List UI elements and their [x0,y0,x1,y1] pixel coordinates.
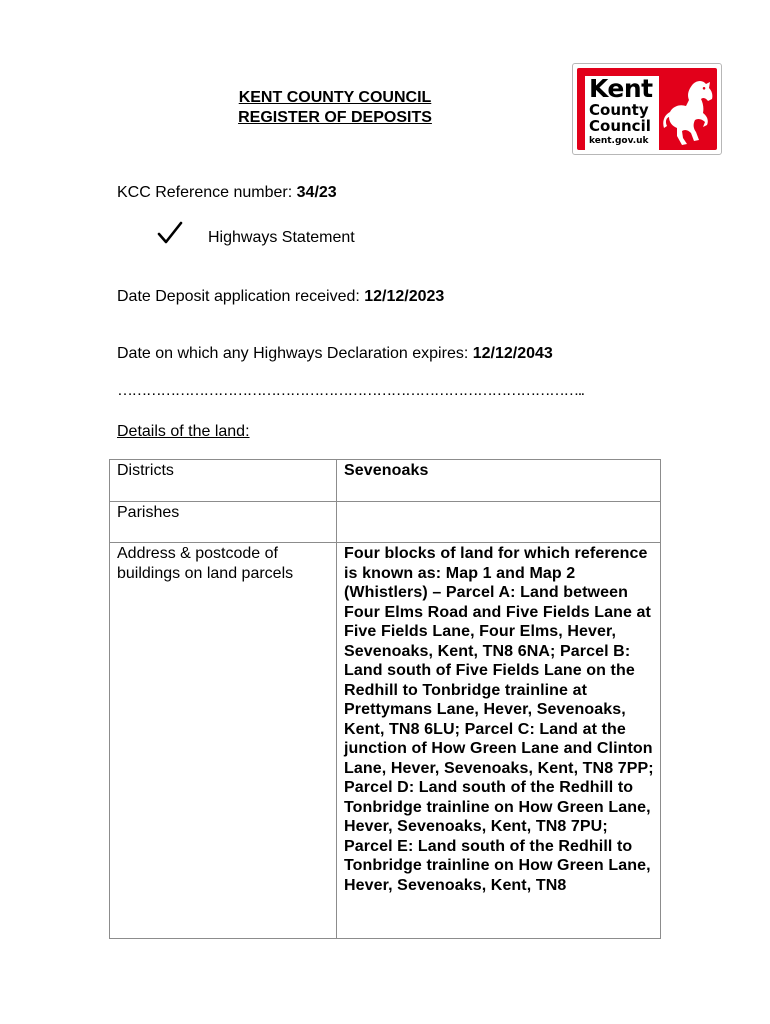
logo-word-county: County [589,101,649,119]
reference-value: 34/23 [296,184,337,201]
table-row [110,543,661,939]
page-title [200,88,470,128]
kent-county-council-logo [572,63,722,155]
logo-text-panel [585,76,659,150]
land-details-table [109,459,661,939]
reference-label: KCC Reference number: [117,184,297,201]
title-line-1: KENT COUNTY COUNCIL [238,89,432,106]
logo-url: kent.gov.uk [589,136,649,146]
districts-label: Districts [110,460,337,502]
logo-word-kent: Kent [589,74,653,103]
address-label: Address & postcode of buildings on land parcels [110,543,337,939]
declaration-expiry-line [117,344,553,364]
white-horse-icon [663,78,715,148]
kcc-reference-line [117,183,337,203]
title-line-2: REGISTER OF DEPOSITS [238,109,432,126]
parishes-label: Parishes [110,502,337,543]
parishes-value [337,502,661,543]
date-received-label: Date Deposit application received: [117,288,365,305]
logo-word-council: Council [589,117,651,135]
expiry-value: 12/12/2043 [472,345,553,362]
address-value: Four blocks of land for which reference is known as: Map 1 and Map 2 (Whistlers) – Parcel A: Land between Four Elms Road and Five Fields Lane at Five Fields Lane, Four Elms, Hever, Sevenoaks, Kent, TN8 6NA; Parcel B: Land south of Five Fields Lane on the Redhill to Tonbridge trainline at Prettymans Lane, Hever, Sevenoaks, Kent, TN8 6LU; Parcel C: Land at the junction of How Green Lane and Clinton Lane, Hever, Sevenoaks, Kent, TN8 7PP; Parcel D: Land south of the Redhill to Tonbridge trainline on How Green Lane, Hever, Sevenoaks, Kent, TN8 7PU; Parcel E: Land south of the Redhill to Tonbridge trainline on How Green Lane, Hever, Sevenoaks, Kent, TN8 [337,543,661,939]
checkmark-icon [157,220,183,246]
dotted-separator: …………………………………………………………………………………….. [117,382,584,399]
highways-statement-label: Highways Statement [208,229,355,246]
table-row [110,460,661,502]
expiry-label: Date on which any Highways Declaration expires: [117,345,473,362]
date-received-value: 12/12/2023 [364,288,445,305]
logo-red-panel [577,68,717,150]
date-received-line [117,287,444,307]
districts-value: Sevenoaks [337,460,661,502]
details-heading: Details of the land: [117,423,250,440]
table-row [110,502,661,543]
